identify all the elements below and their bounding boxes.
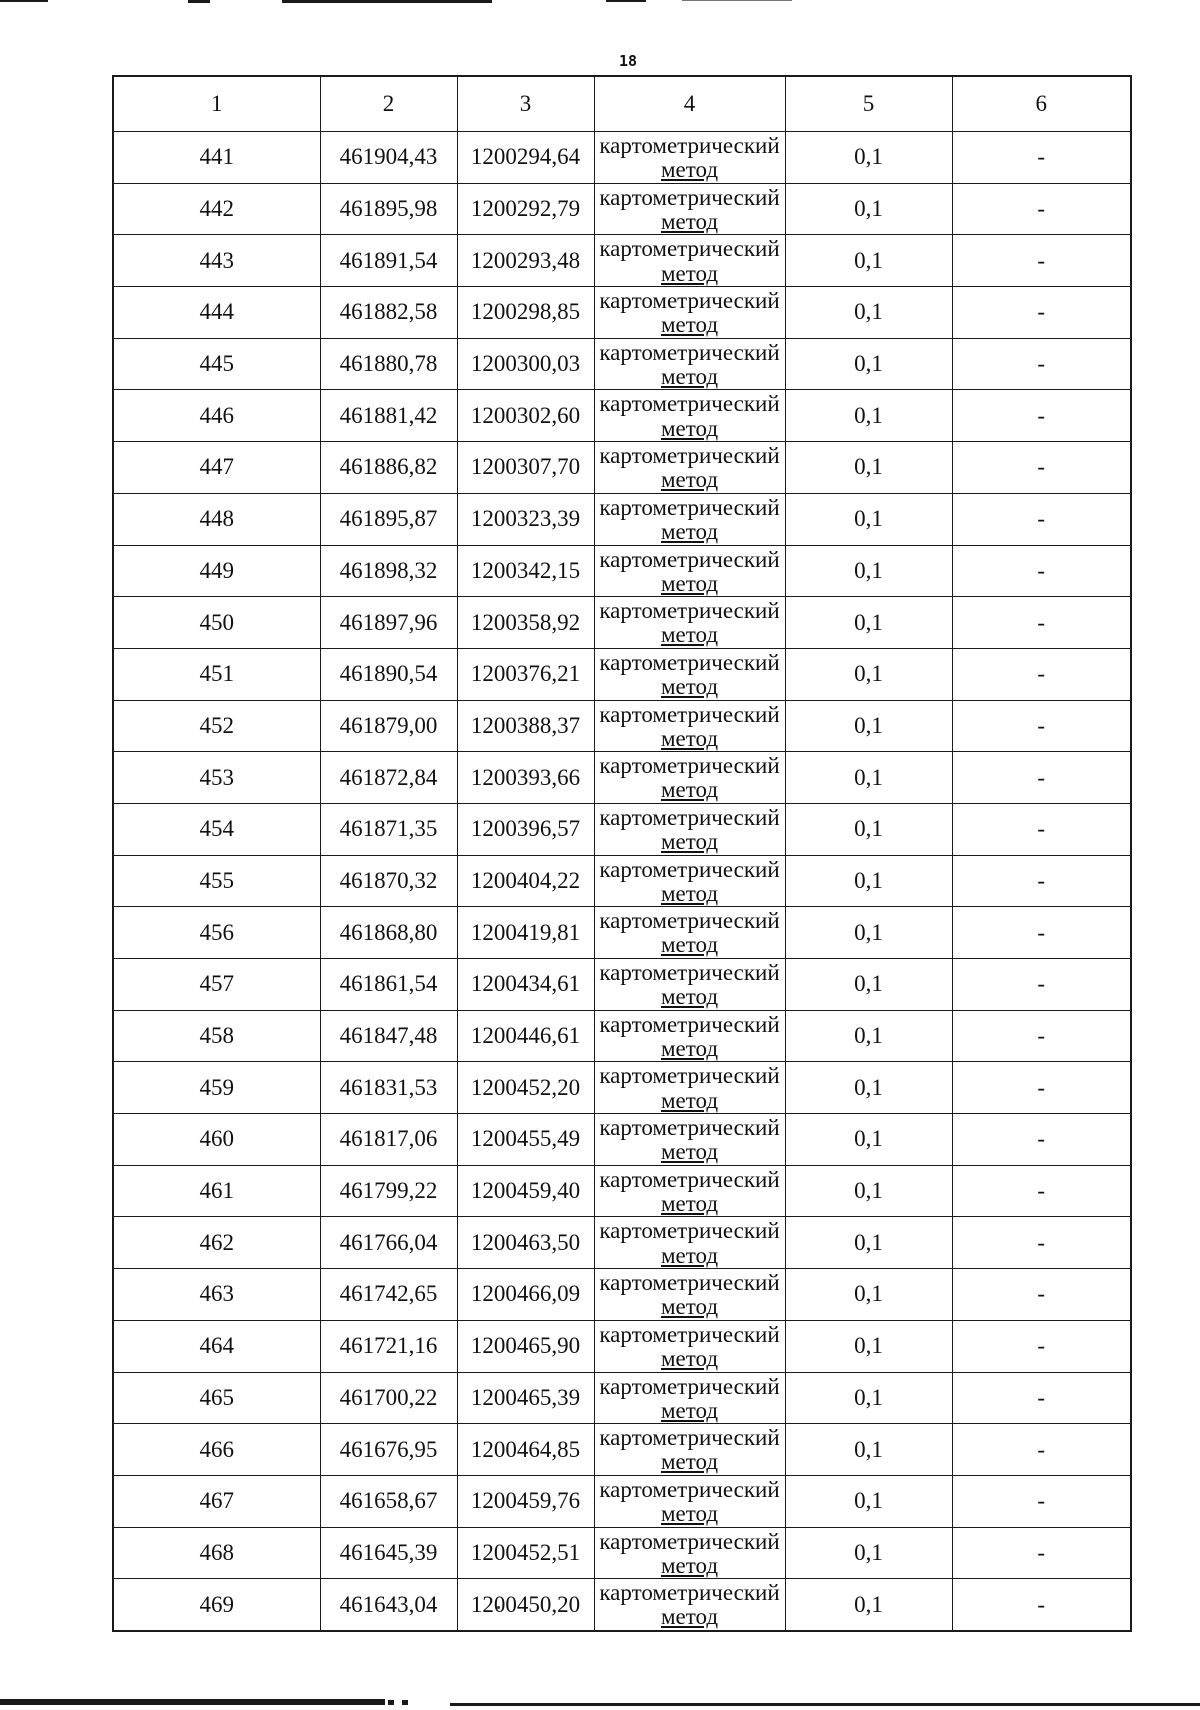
accuracy-cell: 0,1: [785, 1475, 952, 1527]
method-line-2: метод: [660, 1294, 719, 1320]
method-cell: [594, 1372, 785, 1424]
accuracy-cell: 0,1: [785, 1579, 952, 1631]
table-row: [113, 1217, 1131, 1269]
point-number-cell: 449: [113, 545, 320, 597]
y-coordinate-cell: 1200358,92: [457, 597, 594, 649]
note-cell: -: [952, 183, 1131, 235]
method-line-1: картометрический: [599, 753, 780, 779]
column-header-1: 1: [113, 76, 320, 132]
y-coordinate-cell: 1200419,81: [457, 907, 594, 959]
point-number-cell: 456: [113, 907, 320, 959]
table-body: [113, 132, 1131, 1631]
method-line-1: картометрический: [599, 184, 780, 210]
method-line-1: картометрический: [599, 598, 780, 624]
method-line-1: картометрический: [599, 1270, 780, 1296]
method-line-2: метод: [660, 1604, 719, 1630]
accuracy-cell: 0,1: [785, 442, 952, 494]
note-cell: -: [952, 338, 1131, 390]
method-line-1: картометрический: [599, 701, 780, 727]
point-number-cell: 468: [113, 1527, 320, 1579]
table-row: [113, 959, 1131, 1011]
point-number-cell: 469: [113, 1579, 320, 1631]
note-cell: -: [952, 1269, 1131, 1321]
table-row: [113, 493, 1131, 545]
point-number-cell: 452: [113, 700, 320, 752]
table-row: [113, 597, 1131, 649]
x-coordinate-cell: 461766,04: [320, 1217, 457, 1269]
table-row: [113, 545, 1131, 597]
x-coordinate-cell: 461817,06: [320, 1114, 457, 1166]
point-number-cell: 457: [113, 959, 320, 1011]
method-cell: [594, 1010, 785, 1062]
point-number-cell: 444: [113, 287, 320, 339]
table-row: [113, 1579, 1131, 1631]
table-row: [113, 1372, 1131, 1424]
y-coordinate-cell: 1200463,50: [457, 1217, 594, 1269]
y-coordinate-cell: 1200300,03: [457, 338, 594, 390]
method-line-1: картометрический: [599, 856, 780, 882]
note-cell: -: [952, 545, 1131, 597]
note-cell: -: [952, 1372, 1131, 1424]
accuracy-cell: 0,1: [785, 132, 952, 184]
method-line-2: метод: [660, 415, 719, 441]
method-line-1: картометрический: [599, 546, 780, 572]
y-coordinate-cell: 1200302,60: [457, 390, 594, 442]
method-cell: [594, 1062, 785, 1114]
x-coordinate-cell: 461890,54: [320, 648, 457, 700]
point-number-cell: 463: [113, 1269, 320, 1321]
method-line-2: метод: [660, 208, 719, 234]
y-coordinate-cell: 1200404,22: [457, 855, 594, 907]
x-coordinate-cell: 461643,04: [320, 1579, 457, 1631]
method-line-1: картометрический: [599, 133, 780, 158]
y-coordinate-cell: 1200342,15: [457, 545, 594, 597]
x-coordinate-cell: 461861,54: [320, 959, 457, 1011]
table-row: [113, 1165, 1131, 1217]
method-line-1: картометрический: [599, 236, 780, 262]
y-coordinate-cell: 1200459,40: [457, 1165, 594, 1217]
note-cell: -: [952, 1062, 1131, 1114]
x-coordinate-cell: 461676,95: [320, 1424, 457, 1476]
column-header-4: 4: [594, 76, 785, 132]
table-row: [113, 183, 1131, 235]
point-number-cell: 458: [113, 1010, 320, 1062]
method-line-2: метод: [660, 1242, 719, 1268]
point-number-cell: 460: [113, 1114, 320, 1166]
note-cell: -: [952, 493, 1131, 545]
table-row: [113, 1114, 1131, 1166]
method-cell: [594, 390, 785, 442]
x-coordinate-cell: 461882,58: [320, 287, 457, 339]
accuracy-cell: 0,1: [785, 1165, 952, 1217]
x-coordinate-cell: 461897,96: [320, 597, 457, 649]
coordinates-table: [112, 75, 1132, 1632]
y-coordinate-cell: 1200323,39: [457, 493, 594, 545]
method-line-2: метод: [660, 622, 719, 648]
method-line-1: картометрический: [599, 1373, 780, 1399]
method-line-2: метод: [660, 777, 719, 803]
column-header-2: 2: [320, 76, 457, 132]
y-coordinate-cell: 1200388,37: [457, 700, 594, 752]
method-cell: [594, 803, 785, 855]
method-cell: [594, 907, 785, 959]
x-coordinate-cell: 461721,16: [320, 1320, 457, 1372]
x-coordinate-cell: 461799,22: [320, 1165, 457, 1217]
accuracy-cell: 0,1: [785, 1217, 952, 1269]
point-number-cell: 446: [113, 390, 320, 442]
point-number-cell: 461: [113, 1165, 320, 1217]
method-line-1: картометрический: [599, 1528, 780, 1554]
note-cell: -: [952, 235, 1131, 287]
table-row: [113, 855, 1131, 907]
table-row: [113, 1475, 1131, 1527]
point-number-cell: 447: [113, 442, 320, 494]
method-cell: [594, 1579, 785, 1631]
y-coordinate-cell: 1200292,79: [457, 183, 594, 235]
note-cell: -: [952, 752, 1131, 804]
scan-artifact-bottom-1: [0, 1699, 385, 1705]
note-cell: -: [952, 1217, 1131, 1269]
method-line-2: метод: [660, 1449, 719, 1475]
method-cell: [594, 597, 785, 649]
table-row: [113, 132, 1131, 184]
accuracy-cell: 0,1: [785, 1372, 952, 1424]
method-line-1: картометрический: [599, 1580, 780, 1606]
accuracy-cell: 0,1: [785, 907, 952, 959]
point-number-cell: 459: [113, 1062, 320, 1114]
point-number-cell: 448: [113, 493, 320, 545]
note-cell: -: [952, 597, 1131, 649]
scan-artifact-top-2: [188, 0, 210, 3]
column-header-5: 5: [785, 76, 952, 132]
method-line-1: картометрический: [599, 494, 780, 520]
y-coordinate-cell: 1200293,48: [457, 235, 594, 287]
accuracy-cell: 0,1: [785, 752, 952, 804]
scan-artifact-top-4: [606, 0, 646, 2]
method-cell: [594, 442, 785, 494]
method-line-2: метод: [660, 1139, 719, 1165]
method-cell: [594, 338, 785, 390]
table-row: [113, 235, 1131, 287]
table-row: [113, 442, 1131, 494]
method-line-2: метод: [660, 932, 719, 958]
note-cell: -: [952, 907, 1131, 959]
table-row: [113, 1320, 1131, 1372]
table-row: [113, 907, 1131, 959]
accuracy-cell: 0,1: [785, 235, 952, 287]
table-row: [113, 1527, 1131, 1579]
method-line-1: картометрический: [599, 960, 780, 985]
method-line-2: метод: [660, 880, 719, 906]
note-cell: -: [952, 287, 1131, 339]
note-cell: -: [952, 700, 1131, 752]
accuracy-cell: 0,1: [785, 648, 952, 700]
table-row: [113, 390, 1131, 442]
x-coordinate-cell: 461879,00: [320, 700, 457, 752]
note-cell: -: [952, 1010, 1131, 1062]
x-coordinate-cell: 461904,43: [320, 132, 457, 184]
method-line-2: метод: [660, 1087, 719, 1113]
method-line-1: картометрический: [599, 908, 780, 934]
note-cell: -: [952, 1165, 1131, 1217]
method-line-2: метод: [660, 984, 719, 1010]
method-line-1: картометрический: [599, 1218, 780, 1244]
y-coordinate-cell: 1200446,61: [457, 1010, 594, 1062]
scan-artifact-top-1: [0, 0, 48, 2]
note-cell: -: [952, 803, 1131, 855]
accuracy-cell: 0,1: [785, 1010, 952, 1062]
point-number-cell: 453: [113, 752, 320, 804]
x-coordinate-cell: 461895,87: [320, 493, 457, 545]
point-number-cell: 454: [113, 803, 320, 855]
y-coordinate-cell: 1200450,20: [457, 1579, 594, 1631]
method-line-1: картометрический: [599, 1011, 780, 1037]
method-cell: [594, 1114, 785, 1166]
method-cell: [594, 700, 785, 752]
accuracy-cell: 0,1: [785, 493, 952, 545]
table-row: [113, 803, 1131, 855]
y-coordinate-cell: 1200307,70: [457, 442, 594, 494]
table-row: [113, 1269, 1131, 1321]
method-line-2: метод: [660, 518, 719, 544]
accuracy-cell: 0,1: [785, 1320, 952, 1372]
method-line-1: картометрический: [599, 391, 780, 417]
note-cell: -: [952, 1527, 1131, 1579]
method-cell: [594, 752, 785, 804]
point-number-cell: 450: [113, 597, 320, 649]
accuracy-cell: 0,1: [785, 700, 952, 752]
method-line-1: картометрический: [599, 1063, 780, 1089]
method-line-1: картометрический: [599, 288, 780, 314]
method-cell: [594, 1217, 785, 1269]
accuracy-cell: 0,1: [785, 959, 952, 1011]
method-cell: [594, 1527, 785, 1579]
x-coordinate-cell: 461868,80: [320, 907, 457, 959]
scan-artifact-bottom-4: [450, 1703, 1200, 1706]
method-cell: [594, 1475, 785, 1527]
method-line-2: метод: [660, 1035, 719, 1061]
note-cell: -: [952, 1579, 1131, 1631]
table-row: [113, 1062, 1131, 1114]
point-number-cell: 462: [113, 1217, 320, 1269]
note-cell: -: [952, 390, 1131, 442]
method-cell: [594, 1165, 785, 1217]
method-line-2: метод: [660, 1345, 719, 1371]
method-line-2: метод: [660, 829, 719, 855]
table-header-row: [113, 76, 1131, 132]
x-coordinate-cell: 461886,82: [320, 442, 457, 494]
method-line-2: метод: [660, 725, 719, 751]
x-coordinate-cell: 461658,67: [320, 1475, 457, 1527]
accuracy-cell: 0,1: [785, 390, 952, 442]
point-number-cell: 451: [113, 648, 320, 700]
method-line-2: метод: [660, 1190, 719, 1216]
scan-artifact-top-3: [282, 0, 492, 3]
note-cell: -: [952, 855, 1131, 907]
method-line-1: картометрический: [599, 1476, 780, 1502]
y-coordinate-cell: 1200464,85: [457, 1424, 594, 1476]
table-row: [113, 1010, 1131, 1062]
method-line-2: метод: [660, 312, 719, 338]
y-coordinate-cell: 1200396,57: [457, 803, 594, 855]
note-cell: -: [952, 442, 1131, 494]
method-cell: [594, 183, 785, 235]
x-coordinate-cell: 461831,53: [320, 1062, 457, 1114]
table-row: [113, 648, 1131, 700]
y-coordinate-cell: 1200294,64: [457, 132, 594, 184]
note-cell: -: [952, 132, 1131, 184]
method-line-2: метод: [660, 1397, 719, 1423]
accuracy-cell: 0,1: [785, 855, 952, 907]
accuracy-cell: 0,1: [785, 338, 952, 390]
scan-artifact-bottom-3: [402, 1700, 408, 1705]
accuracy-cell: 0,1: [785, 597, 952, 649]
accuracy-cell: 0,1: [785, 1062, 952, 1114]
method-cell: [594, 648, 785, 700]
y-coordinate-cell: 1200393,66: [457, 752, 594, 804]
method-line-1: картометрический: [599, 1321, 780, 1347]
point-number-cell: 441: [113, 132, 320, 184]
method-line-2: метод: [660, 363, 719, 389]
y-coordinate-cell: 1200452,51: [457, 1527, 594, 1579]
table-row: [113, 700, 1131, 752]
method-line-2: метод: [660, 674, 719, 700]
table-row: [113, 1424, 1131, 1476]
method-line-1: картометрический: [599, 649, 780, 675]
method-line-2: метод: [660, 570, 719, 596]
point-number-cell: 445: [113, 338, 320, 390]
point-number-cell: 467: [113, 1475, 320, 1527]
point-number-cell: 464: [113, 1320, 320, 1372]
accuracy-cell: 0,1: [785, 803, 952, 855]
method-line-1: картометрический: [599, 443, 780, 469]
method-line-1: картометрический: [599, 1425, 780, 1451]
method-cell: [594, 1269, 785, 1321]
y-coordinate-cell: 1200459,76: [457, 1475, 594, 1527]
scan-artifact-top-5: [682, 0, 792, 1]
scan-artifact-bottom-2: [388, 1700, 394, 1705]
method-cell: [594, 959, 785, 1011]
y-coordinate-cell: 1200298,85: [457, 287, 594, 339]
accuracy-cell: 0,1: [785, 287, 952, 339]
x-coordinate-cell: 461870,32: [320, 855, 457, 907]
page-number: 18: [618, 52, 638, 70]
accuracy-cell: 0,1: [785, 1269, 952, 1321]
x-coordinate-cell: 461891,54: [320, 235, 457, 287]
point-number-cell: 455: [113, 855, 320, 907]
method-cell: [594, 235, 785, 287]
method-line-1: картометрический: [599, 339, 780, 365]
method-line-2: метод: [660, 260, 719, 286]
point-number-cell: 465: [113, 1372, 320, 1424]
method-cell: [594, 287, 785, 339]
accuracy-cell: 0,1: [785, 183, 952, 235]
table-row: [113, 338, 1131, 390]
y-coordinate-cell: 1200455,49: [457, 1114, 594, 1166]
x-coordinate-cell: 461847,48: [320, 1010, 457, 1062]
accuracy-cell: 0,1: [785, 1114, 952, 1166]
y-coordinate-cell: 1200466,09: [457, 1269, 594, 1321]
column-header-3: 3: [457, 76, 594, 132]
method-line-1: картометрический: [599, 1166, 780, 1192]
note-cell: -: [952, 1114, 1131, 1166]
method-line-1: картометрический: [599, 1115, 780, 1141]
table-row: [113, 287, 1131, 339]
method-cell: [594, 1320, 785, 1372]
x-coordinate-cell: 461895,98: [320, 183, 457, 235]
x-coordinate-cell: 461871,35: [320, 803, 457, 855]
note-cell: -: [952, 959, 1131, 1011]
y-coordinate-cell: 1200376,21: [457, 648, 594, 700]
x-coordinate-cell: 461872,84: [320, 752, 457, 804]
note-cell: -: [952, 1475, 1131, 1527]
note-cell: -: [952, 1320, 1131, 1372]
y-coordinate-cell: 1200465,39: [457, 1372, 594, 1424]
column-header-6: 6: [952, 76, 1131, 132]
method-line-1: картометрический: [599, 804, 780, 830]
x-coordinate-cell: 461645,39: [320, 1527, 457, 1579]
x-coordinate-cell: 461880,78: [320, 338, 457, 390]
method-cell: [594, 132, 785, 184]
method-cell: [594, 855, 785, 907]
accuracy-cell: 0,1: [785, 545, 952, 597]
accuracy-cell: 0,1: [785, 1424, 952, 1476]
accuracy-cell: 0,1: [785, 1527, 952, 1579]
y-coordinate-cell: 1200465,90: [457, 1320, 594, 1372]
x-coordinate-cell: 461898,32: [320, 545, 457, 597]
point-number-cell: 443: [113, 235, 320, 287]
method-cell: [594, 1424, 785, 1476]
x-coordinate-cell: 461881,42: [320, 390, 457, 442]
y-coordinate-cell: 1200434,61: [457, 959, 594, 1011]
method-cell: [594, 493, 785, 545]
x-coordinate-cell: 461700,22: [320, 1372, 457, 1424]
method-cell: [594, 545, 785, 597]
point-number-cell: 442: [113, 183, 320, 235]
x-coordinate-cell: 461742,65: [320, 1269, 457, 1321]
method-line-2: метод: [660, 157, 719, 183]
method-line-2: метод: [660, 1552, 719, 1578]
note-cell: -: [952, 648, 1131, 700]
method-line-2: метод: [660, 467, 719, 493]
table-row: [113, 752, 1131, 804]
method-line-2: метод: [660, 1501, 719, 1527]
point-number-cell: 466: [113, 1424, 320, 1476]
y-coordinate-cell: 1200452,20: [457, 1062, 594, 1114]
note-cell: -: [952, 1424, 1131, 1476]
